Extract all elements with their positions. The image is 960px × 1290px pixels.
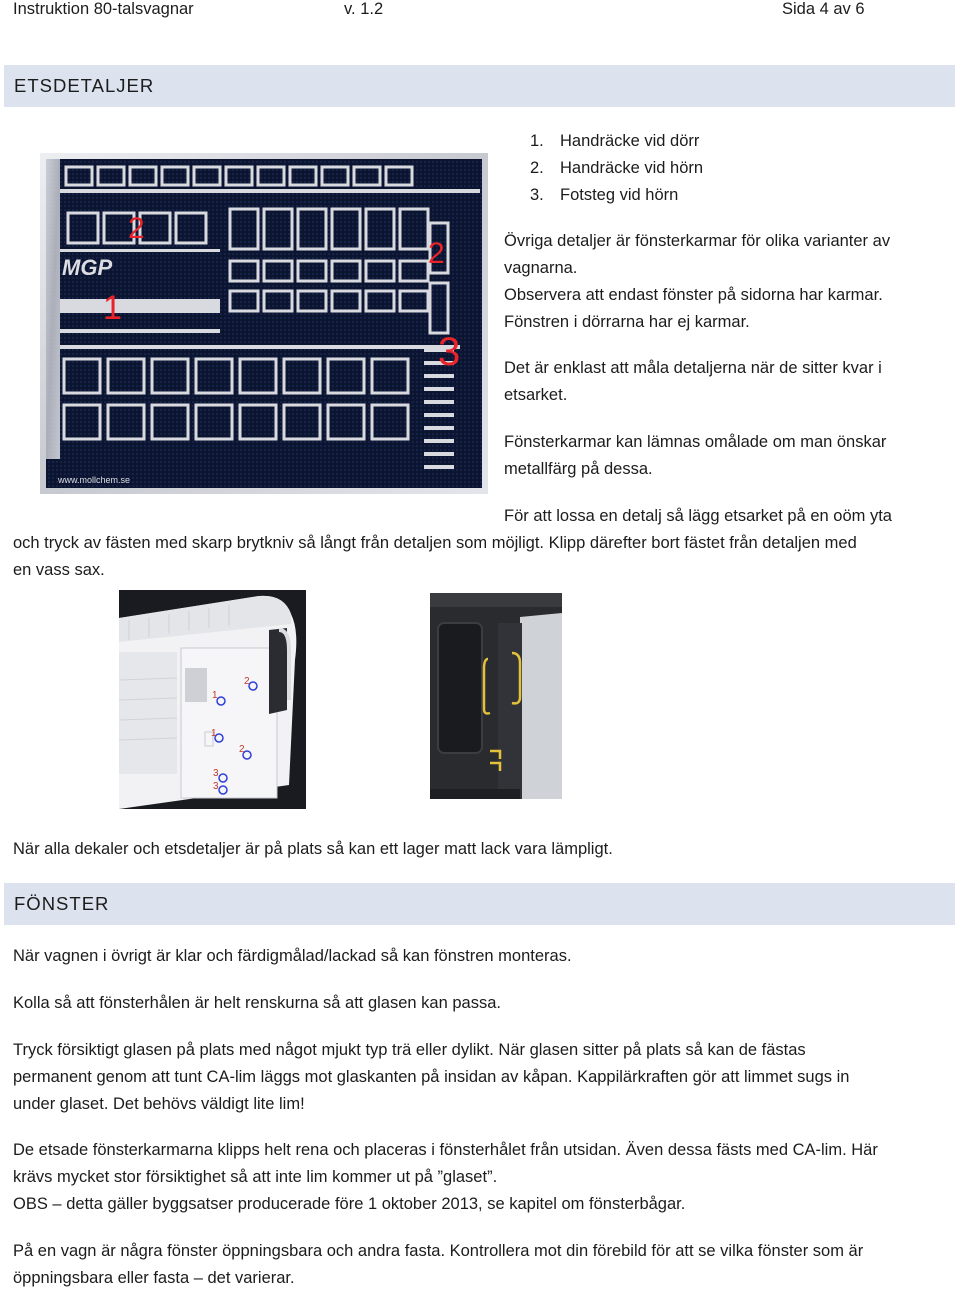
paragraph-metal-color: Fönsterkarmar kan lämnas omålade om man önskar metallfärg på dessa. xyxy=(504,433,887,478)
paragraph-variants: Övriga detaljer är fönsterkarmar för olika varianter av vagnarna. Observera att endast fönster på sidorna har karmar. Fönstren i dörrarna har ej karmar. xyxy=(504,232,891,331)
paragraph-varnish: När alla dekaler och etsdetaljer är på plats så kan ett lager matt lack vara lämpligt. xyxy=(13,840,613,858)
list-item: 2. Handräcke vid hörn xyxy=(530,159,704,177)
car-marker-2-top: 2 xyxy=(244,676,250,687)
car-marker-3-top: 3 xyxy=(213,768,219,779)
brand-logo: MGP xyxy=(62,255,113,280)
page-number: Sida 4 av 6 xyxy=(782,0,865,18)
car-model-photo xyxy=(119,590,306,809)
section-heading-fonster xyxy=(4,883,955,925)
etch-sheet-photo xyxy=(40,153,488,494)
detail-list xyxy=(530,128,910,209)
marker-1: 1 xyxy=(103,289,122,327)
page-header xyxy=(13,0,960,22)
section-heading-etsdetaljer xyxy=(4,65,955,107)
section-heading-text: FÖNSTER xyxy=(14,893,110,914)
car-marker-2-bottom: 2 xyxy=(239,744,245,755)
section-heading-text: ETSDETALJER xyxy=(14,75,155,96)
paragraph-check-holes: Kolla så att fönsterhålen är helt renskurna så att glasen kan passa. xyxy=(13,994,501,1012)
car-marker-3-bottom: 3 xyxy=(213,781,219,792)
marker-2-right: 2 xyxy=(428,237,445,270)
list-item: 3. Fotsteg vid hörn xyxy=(530,186,679,204)
brand-url: www.mollchem.se xyxy=(58,475,131,485)
marker-2-left: 2 xyxy=(128,212,145,245)
paragraph-mount-windows: När vagnen i övrigt är klar och färdigmålad/lackad så kan fönstren monteras. xyxy=(13,947,572,965)
paragraph-removal: För att lossa en detalj så lägg etsarket på en oöm yta och tryck av fästen med skarp brytkniv så långt från detaljen som möjligt. Klipp därefter bort fästet från detaljen med en vass sax. xyxy=(13,507,892,579)
paragraph-window-frames: De etsade fönsterkarmarna klipps helt rena och placeras i fönsterhålet från utsidan. Även dessa fästs med CA-lim. Här krävs mycket stor försiktighet så att inte lim kommer ut på ”glaset”. OBS – detta gäller byggsatser producerade före 1 oktober 2013, se kapitel om fönsterbågar. xyxy=(13,1141,878,1213)
marker-3: 3 xyxy=(438,330,461,374)
handrail-closeup-photo xyxy=(430,593,562,799)
paragraph-press-glass: Tryck försiktigt glasen på plats med något mjukt typ trä eller dylikt. När glasen sitter på plats så kan de fästas permanent genom att tunt CA-lim läggs mot glaskanten på insidan av kåpan. Kappilärkraften gör att limmet sugs in under glaset. Det behövs väldigt lite lim! xyxy=(13,1041,850,1113)
paragraph-painting: Det är enklast att måla detaljerna när de sitter kvar i etsarket. xyxy=(504,359,882,404)
car-marker-1-bottom: 1 xyxy=(211,728,217,739)
document-title: Instruktion 80-talsvagnar xyxy=(13,0,194,18)
paragraph-openable-windows: På en vagn är några fönster öppningsbara och andra fasta. Kontrollera mot din förebild för att se vilka fönster som är öppningsbara eller fasta – det varierar. xyxy=(13,1242,864,1287)
list-item: 1. Handräcke vid dörr xyxy=(530,132,700,150)
car-marker-1-top: 1 xyxy=(212,690,218,701)
document-version: v. 1.2 xyxy=(344,0,384,18)
